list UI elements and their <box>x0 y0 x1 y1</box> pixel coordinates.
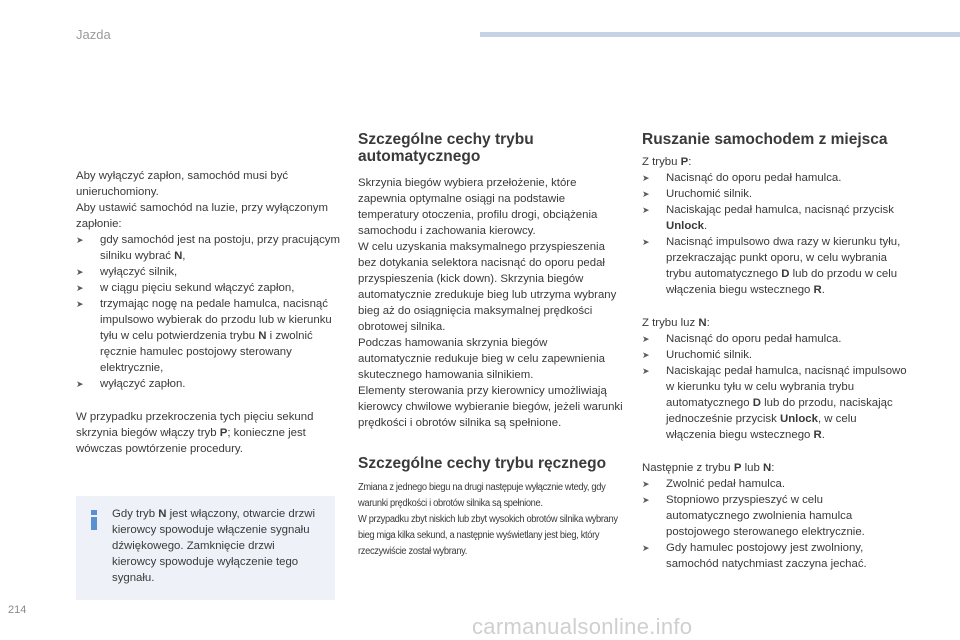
bullet-arrow-icon: ➤ <box>642 205 650 215</box>
list-item: ➤ Stopniowo przyspieszyć w celu automatycznego zwolnienia hamulca postojowego sterowanego elektrycznie. <box>642 494 865 538</box>
list-item: ➤ Naciskając pedał hamulca, nacisnąć impulsowo w kierunku tyłu w celu wybrania trybu automatycznego D lub do przodu, naciskając jednocześnie przycisk Unlock, w celu włączenia biegu wstecznego R. <box>642 365 907 441</box>
section-heading: Szczególne cechy trybu ręcznego <box>358 455 607 472</box>
paragraph: Elementy sterowania przy kierownicy umożliwiają kierowcy chwilowe wybieranie biegów, jeżeli warunki prędkości i obrotów silnika są spełnione. <box>358 385 623 429</box>
list-item: ➤ w ciągu pięciu sekund włączyć zapłon, <box>76 282 295 294</box>
bullet-arrow-icon: ➤ <box>76 235 84 245</box>
bullet-arrow-icon: ➤ <box>642 237 650 247</box>
section-heading: Szczególne cechy trybu automatycznego <box>358 131 534 165</box>
list-item: ➤ Zwolnić pedał hamulca. <box>642 478 786 490</box>
info-box <box>76 496 335 600</box>
page-number: 214 <box>8 604 27 616</box>
bullet-arrow-icon: ➤ <box>642 495 650 505</box>
paragraph: W przypadku zbyt niskich lub zbyt wysokich obrotów silnika wybrany bieg miga kilka sekund, a następnie wyświetlany jest bieg, który rzeczywiście został wybrany. <box>358 514 618 557</box>
list-item: ➤ wyłączyć zapłon. <box>76 378 186 390</box>
bullet-arrow-icon: ➤ <box>76 299 84 309</box>
paragraph: Skrzynia biegów wybiera przełożenie, które zapewnia optymalne osiągi na podstawie temperatury otoczenia, profilu drogi, obciążenia samochodu i zachowania kierowcy. <box>358 177 598 237</box>
section-heading: Ruszanie samochodem z miejsca <box>642 131 888 148</box>
column-middle <box>358 131 623 560</box>
paragraph: Z trybu luz N: <box>642 317 710 329</box>
header-bar <box>480 32 960 37</box>
list-item: ➤ Uruchomić silnik. <box>642 349 753 361</box>
column-right <box>642 131 907 572</box>
list-item: ➤ Naciskając pedał hamulca, nacisnąć przycisk Unlock. <box>642 204 894 232</box>
bullet-arrow-icon: ➤ <box>642 189 650 199</box>
paragraph: Aby ustawić samochód na luzie, przy wyłączonym zapłonie: <box>76 202 328 230</box>
paragraph: W celu uzyskania maksymalnego przyspieszenia bez dotykania selektora nacisnąć do oporu pedał przyspieszenia (kick down). Skrzynia biegów automatycznie zredukuje bieg lub utrzyma wybrany bieg aż do osiągnięcia maksymalnej prędkości obrotowej silnika. <box>358 241 617 333</box>
bullet-arrow-icon: ➤ <box>76 283 84 293</box>
column-left <box>76 168 341 457</box>
list-item: ➤ Gdy hamulec postojowy jest zwolniony, samochód natychmiast zaczyna jechać. <box>642 542 867 570</box>
list-item: ➤ gdy samochód jest na postoju, przy pracującym silniku wybrać N, <box>76 234 340 262</box>
bullet-arrow-icon: ➤ <box>642 366 650 376</box>
paragraph: W przypadku przekroczenia tych pięciu sekund skrzynia biegów włączy tryb P; konieczne jest wówczas powtórzenie procedury. <box>76 411 314 455</box>
paragraph: Z trybu P: <box>642 156 692 168</box>
paragraph: Następnie z trybu P lub N: <box>642 462 775 474</box>
paragraph: Podczas hamowania skrzynia biegów automatycznie redukuje bieg w celu zapewnienia skutecznego hamowania silnikiem. <box>358 337 605 381</box>
paragraph: Zmiana z jednego biegu na drugi następuje wyłącznie wtedy, gdy warunki prędkości i obrotów silnika są spełnione. <box>358 482 606 509</box>
info-icon <box>88 510 100 530</box>
list-item: ➤ Nacisnąć impulsowo dwa razy w kierunku tyłu, przekraczając punkt oporu, w celu wybrania trybu automatycznego D lub do przodu w celu włączenia biegu wstecznego R. <box>642 236 901 296</box>
list-item: ➤ wyłączyć silnik, <box>76 266 178 278</box>
section-label: Jazda <box>76 27 111 42</box>
bullet-arrow-icon: ➤ <box>642 173 650 183</box>
info-text: Gdy tryb N jest włączony, otwarcie drzwi kierowcy spowoduje włączenie sygnału dźwiękowego. Zamknięcie drzwi kierowcy spowoduje wyłączenie tego sygnału. <box>112 508 315 584</box>
bullet-arrow-icon: ➤ <box>642 543 650 553</box>
list-item: ➤ trzymając nogę na pedale hamulca, nacisnąć impulsowo wybierak do przodu lub w kierunku tyłu w celu potwierdzenia trybu N i zwolnić ręcznie hamulec postojowy sterowany elektrycznie, <box>76 298 332 374</box>
paragraph: Aby wyłączyć zapłon, samochód musi być unieruchomiony. <box>76 170 289 198</box>
bullet-arrow-icon: ➤ <box>76 267 84 277</box>
bullet-arrow-icon: ➤ <box>76 379 84 389</box>
bullet-arrow-icon: ➤ <box>642 334 650 344</box>
list-item: ➤ Uruchomić silnik. <box>642 188 753 200</box>
bullet-arrow-icon: ➤ <box>642 479 650 489</box>
list-item: ➤ Nacisnąć do oporu pedał hamulca. <box>642 172 842 184</box>
bullet-arrow-icon: ➤ <box>642 350 650 360</box>
watermark: carmanualsonline.info <box>472 614 693 639</box>
list-item: ➤ Nacisnąć do oporu pedał hamulca. <box>642 333 842 345</box>
